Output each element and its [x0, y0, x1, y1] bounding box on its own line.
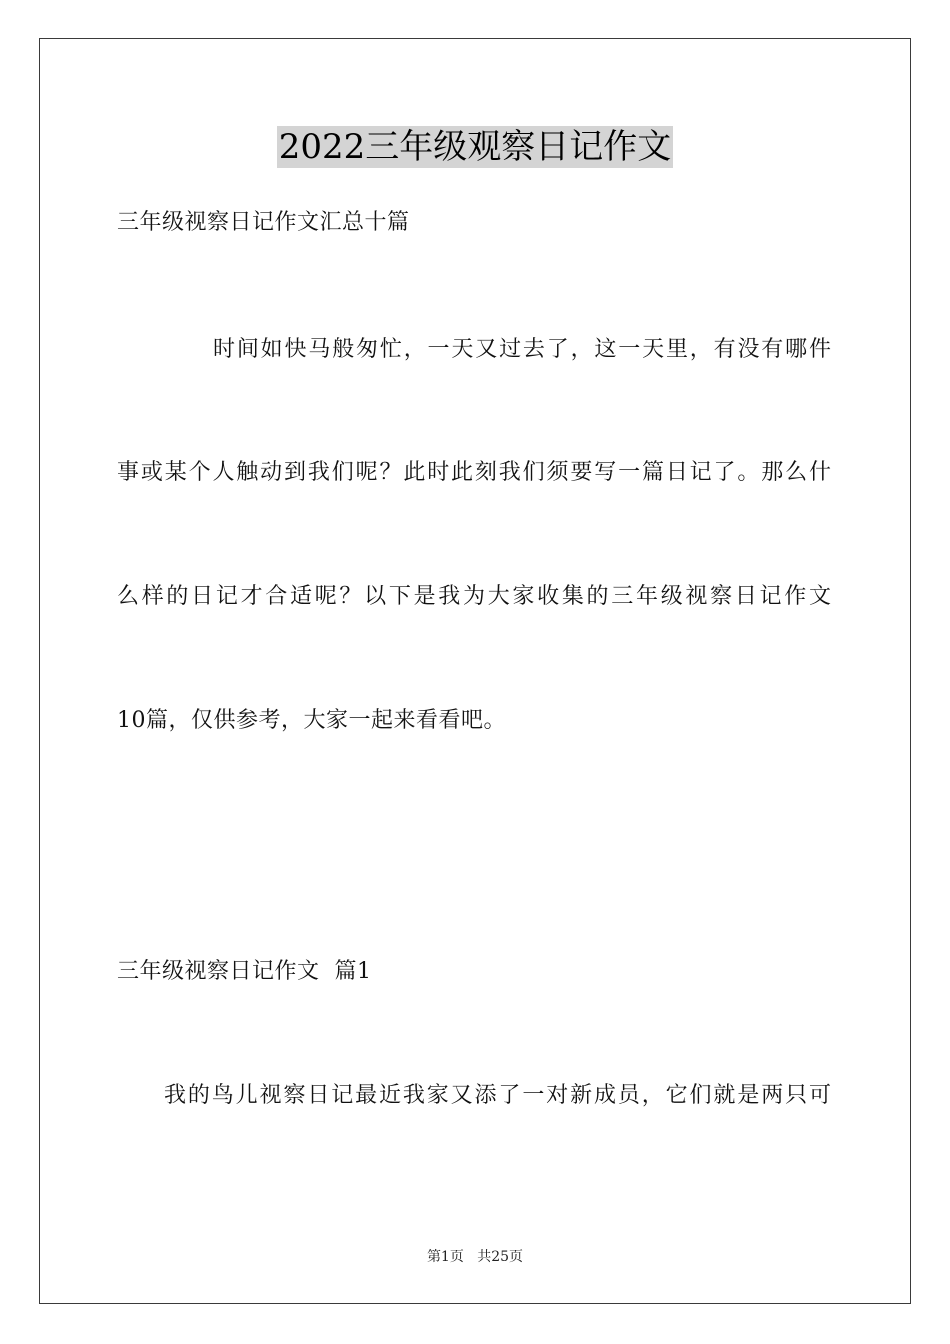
- title-container: [0, 126, 950, 168]
- intro-line-4: 10篇，仅供参考，大家一起来看看吧。: [117, 708, 506, 733]
- intro-line-1: 时间如快马般匆忙，一天又过去了，这一天里，有没有哪件: [213, 337, 831, 362]
- document-subtitle: 三年级视察日记作文汇总十篇: [117, 210, 410, 235]
- intro-line-2: 事或某个人触动到我们呢？此时此刻我们须要写一篇日记了。那么什: [117, 460, 831, 485]
- page-number: 第1页: [426, 1249, 464, 1265]
- document-title: 2022三年级观察日记作文: [278, 127, 672, 167]
- section-first-line: 我的鸟儿视察日记最近我家又添了一对新成员，它们就是两只可: [164, 1083, 831, 1108]
- page-total: 共25页: [477, 1249, 524, 1265]
- intro-line-3: 么样的日记才合适呢？以下是我为大家收集的三年级视察日记作文: [117, 584, 831, 609]
- page-footer: [0, 1248, 950, 1266]
- section-heading: 三年级视察日记作文 篇1: [117, 959, 372, 984]
